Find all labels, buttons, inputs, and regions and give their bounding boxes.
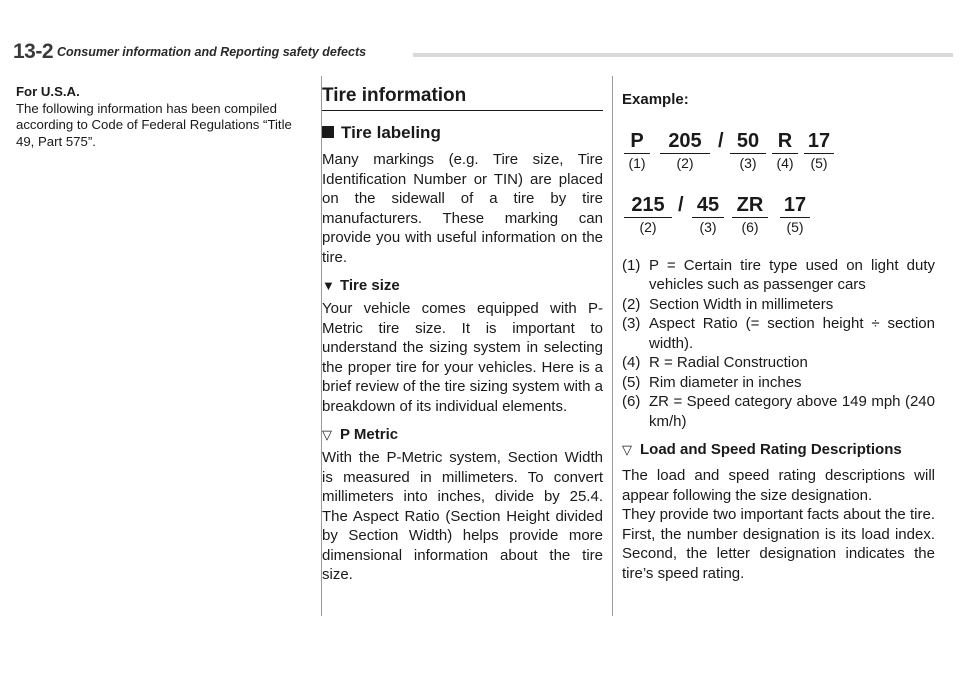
p-metric-paragraph: With the P-Metric system, Section Width is measured in millimeters. To convert millimeters into inches, divide by 25.4. The Aspect Ratio (Section Height divided by Section Width) helps provide more dimensional information about the tire size. <box>322 449 603 583</box>
load-speed-label: Load and Speed Rating Descriptions <box>640 441 902 458</box>
legend-item: (2) Section Width in millimeters <box>622 295 834 313</box>
tire-size-heading <box>322 276 603 296</box>
code-part: 17 (5) <box>780 194 810 236</box>
tire-labeling-heading <box>322 123 603 143</box>
code-part: 45 (3) <box>692 194 724 236</box>
square-bullet-icon <box>322 126 334 138</box>
page-header <box>13 40 953 68</box>
column-left <box>16 84 301 150</box>
intro-text: The following information has been compiled according to Code of Federal Regulations “Title 49, Part 575”. <box>16 100 292 149</box>
code-part: ZR (6) <box>732 194 768 236</box>
tire-labeling-paragraph: Many markings (e.g. Tire size, Tire Identification Number or TIN) are placed on the sidewall of a tire by tire manufacturers. These marking can provide you with useful information on the tire. <box>322 151 603 266</box>
tire-size-paragraph: Your vehicle comes equipped with P-Metric tire size. It is important to understand the sizing system in selecting the proper tire for your vehicles. Here is a brief review of the tire sizing system with a breakdown of its individual elements. <box>322 300 603 415</box>
tire-code-example-2 <box>622 194 935 254</box>
section-title: Consumer information and Reporting safety defects <box>57 45 367 59</box>
load-speed-paragraph-2: They provide two important facts about the tire. First, the number designation is its load index. Second, the letter designation indicates the tire’s speed rating. <box>622 506 935 582</box>
legend-item: (3) Aspect Ratio (= section height ÷ section width). <box>622 315 935 352</box>
tire-labeling-label: Tire labeling <box>341 122 441 142</box>
example-label: Example: <box>622 91 689 108</box>
code-legend <box>622 256 935 432</box>
filled-triangle-icon: ▼ <box>322 278 335 293</box>
outline-triangle-icon: ▽ <box>322 427 332 442</box>
code-part: P (1) <box>624 130 650 172</box>
code-slash: / <box>678 193 684 216</box>
legend-item: (6) ZR = Speed category above 149 mph (240 km/h) <box>622 393 935 430</box>
outline-triangle-icon: ▽ <box>622 442 632 457</box>
code-part: 17 (5) <box>804 130 834 172</box>
header-rule <box>413 53 953 57</box>
legend-item: (1) P = Certain tire type used on light duty vehicles such as passenger cars <box>622 256 935 293</box>
code-part: 215 (2) <box>624 194 672 236</box>
code-slash: / <box>718 129 724 152</box>
tire-size-label: Tire size <box>340 277 400 294</box>
p-metric-heading <box>322 425 603 445</box>
page-number: 13-2 <box>13 40 54 63</box>
legend-item: (5) Rim diameter in inches <box>622 373 802 391</box>
column-divider <box>612 76 613 616</box>
code-part: R (4) <box>772 130 798 172</box>
code-part: 205 (2) <box>660 130 710 172</box>
load-speed-paragraph-1: The load and speed rating descriptions will appear following the size designation. <box>622 467 935 504</box>
column-middle <box>322 84 603 585</box>
legend-item: (4) R = Radial Construction <box>622 354 808 371</box>
code-part: 50 (3) <box>730 130 766 172</box>
p-metric-label: P Metric <box>340 426 399 443</box>
region-heading: For U.S.A. <box>16 84 80 99</box>
page-title: Tire information <box>322 86 603 111</box>
load-speed-heading <box>622 440 935 460</box>
column-right <box>622 84 935 583</box>
tire-code-example-1 <box>622 130 935 190</box>
